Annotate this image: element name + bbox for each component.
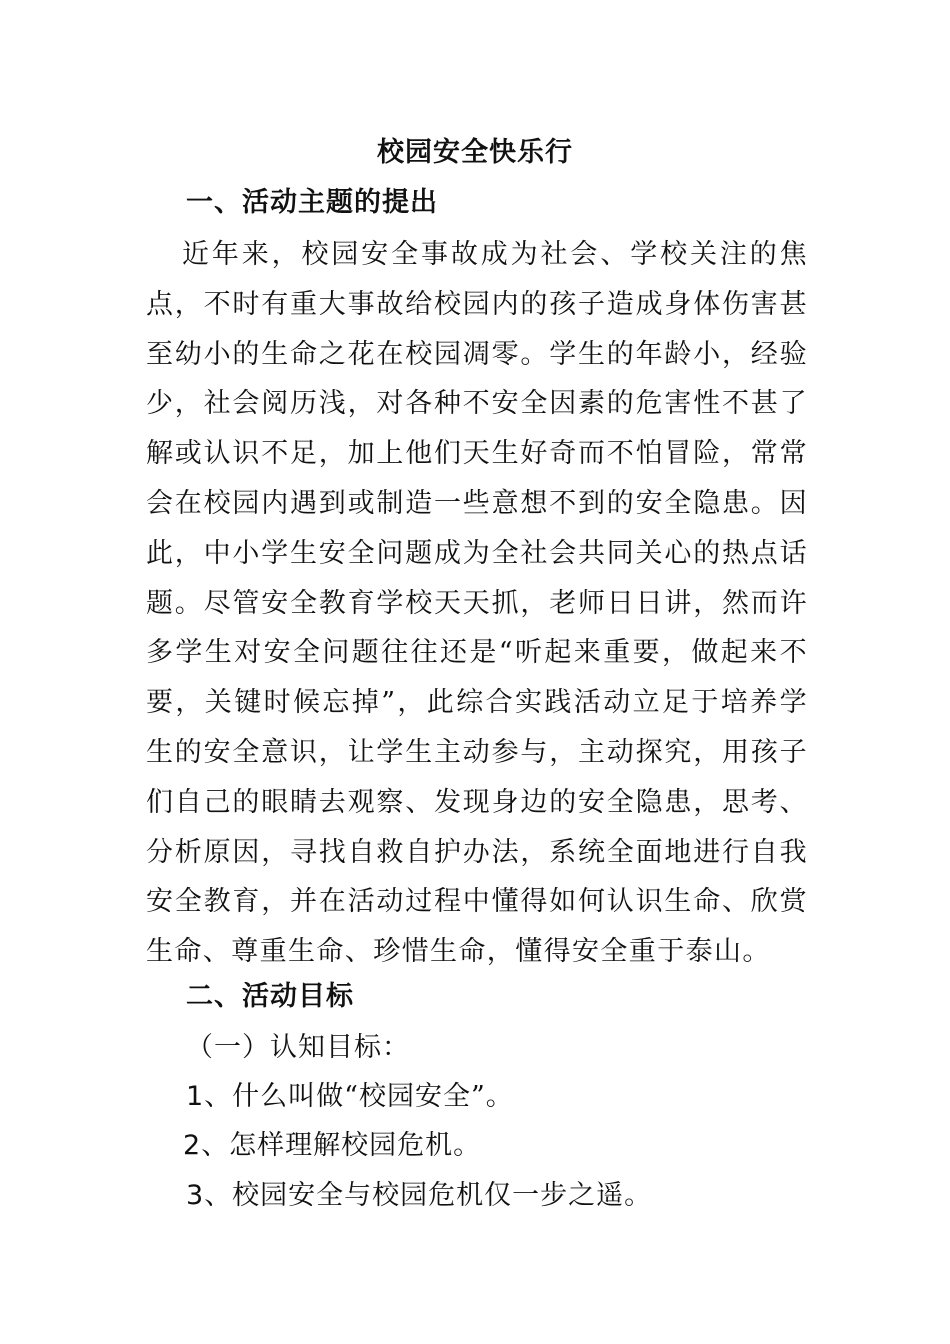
list-item-text: 、校园安全与校园危机仅一步之遥。 [204,1180,653,1211]
list-item [186,1176,652,1216]
list-item [186,1077,514,1117]
section-heading-theme: 一、活动主题的提出 [186,187,438,218]
list-item-text: 、什么叫做“校园安全”。 [204,1081,514,1112]
list-item [183,1126,481,1166]
document-title: 校园安全快乐行 [377,137,573,168]
list-item-text: 、怎样理解校园危机。 [201,1130,482,1161]
list-item-number: 2 [183,1130,202,1161]
list-item-number: 1 [186,1081,205,1112]
subsection-heading-cognitive: （一）认知目标： [186,1032,410,1063]
list-item-number: 3 [186,1180,205,1211]
section-heading-goals: 二、活动目标 [186,981,354,1012]
section-paragraph-theme: 近年来，校园安全事故成为社会、学校关注的焦点，不时有重大事故给校园内的孩子造成身体伤害甚至幼小的生命之花在校园凋零。学生的年龄小，经验少，社会阅历浅，对各种不安全因素的危害性不甚了解或认识不足，加上他们天生好奇而不怕冒险，常常会在校园内遇到或制造一些意想不到的安全隐患。因此，中小学生安全问题成为全社会共同关心的热点话题。尽管安全教育学校天天抓，老师日日讲，然而许多学生对安全问题往往还是“听起来重要，做起来不要，关键时候忘掉”，此综合实践活动立足于培养学生的安全意识，让学生主动参与，主动探究，用孩子们自己的眼睛去观察、发现身边的安全隐患，思考、分析原因，寻找自救自护办法，系统全面地进行自我安全教育，并在活动过程中懂得如何认识生命、欣赏生命、尊重生命、珍惜生命，懂得安全重于泰山。 [146,239,808,968]
